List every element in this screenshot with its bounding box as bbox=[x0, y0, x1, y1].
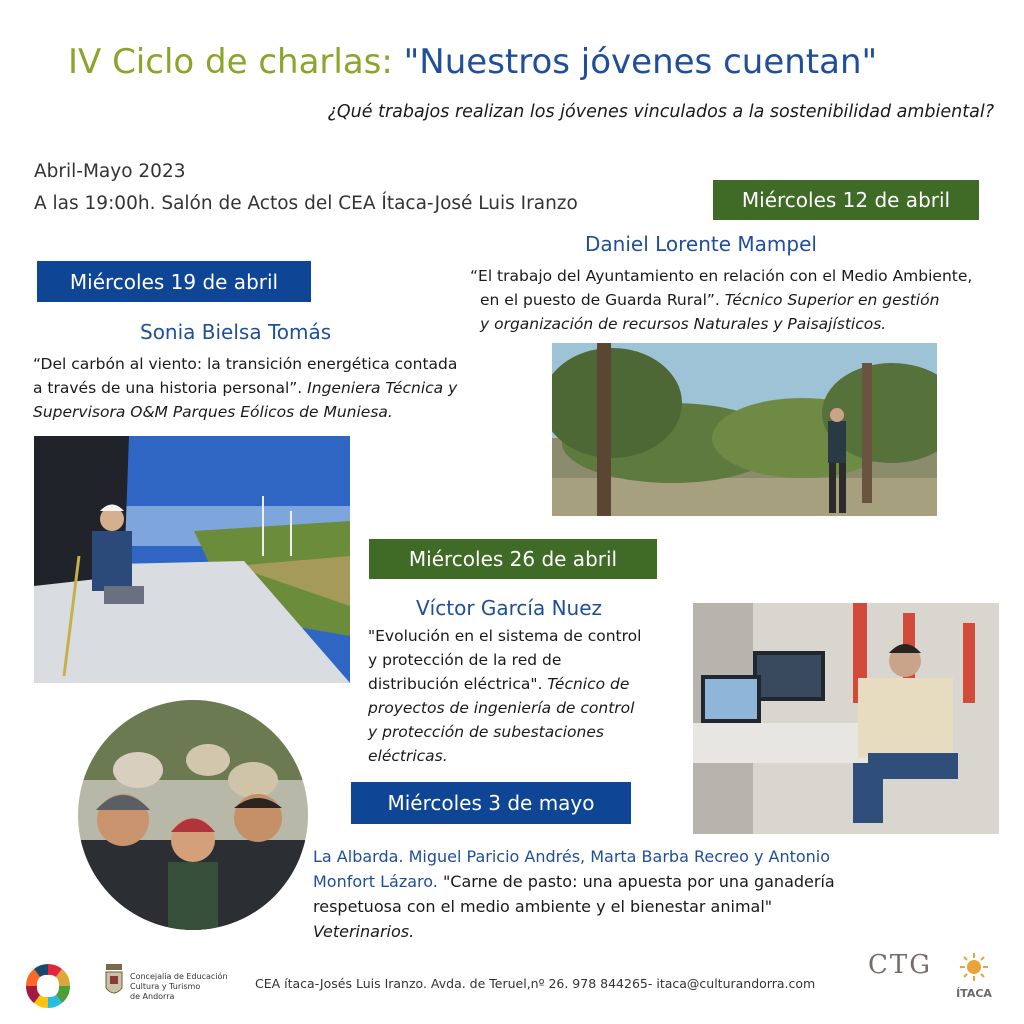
title-prefix: IV Ciclo de charlas: bbox=[68, 42, 404, 82]
quote-line: "Carne de pasto: una apuesta por una ganadería bbox=[442, 872, 835, 891]
andorra-coat-of-arms-icon bbox=[104, 962, 124, 1002]
speaker-victor: Víctor García Nuez bbox=[416, 596, 603, 620]
quote-line: y protección de la red de bbox=[368, 651, 562, 669]
subtitle: ¿Qué trabajos realizan los jóvenes vinculados a la sostenibilidad ambiental? bbox=[327, 102, 994, 122]
quote-line: distribución eléctrica". bbox=[368, 675, 543, 693]
quote-line: en el puesto de Guarda Rural”. bbox=[480, 291, 720, 309]
role-line: Veterinarios. bbox=[313, 922, 415, 941]
itaca-logo bbox=[946, 953, 1002, 1009]
role-line: eléctricas. bbox=[368, 747, 448, 765]
itaca-logo-text: ÍTACA bbox=[956, 987, 992, 1000]
talk-desc-daniel bbox=[470, 264, 1000, 336]
quote-line: “El trabajo del Ayuntamiento en relación con el Medio Ambiente, bbox=[470, 267, 973, 285]
sdg-wheel-logo bbox=[24, 962, 72, 1010]
event-time-place: A las 19:00h. Salón de Actos del CEA Ítaca-José Luis Iranzo bbox=[34, 193, 578, 214]
speaker-daniel: Daniel Lorente Mampel bbox=[585, 232, 817, 256]
title-series-name: "Nuestros jóvenes cuentan" bbox=[403, 42, 878, 82]
event-period: Abril-Mayo 2023 bbox=[34, 161, 186, 182]
speaker-albarda: La Albarda. Miguel Paricio Andrés, Marta Barba Recreo y Antonio bbox=[313, 847, 831, 866]
role-line: y organización de recursos Naturales y Paisajísticos. bbox=[480, 315, 887, 333]
role-line: Técnico Superior en gestión bbox=[724, 291, 940, 309]
role-line: Ingeniera Técnica y bbox=[307, 379, 458, 397]
footer-contact: CEA ítaca-Josés Luis Iranzo. Avda. de Teruel,nº 26. 978 844265- itaca@culturandorra.com bbox=[255, 976, 816, 991]
photo-wind-turbine bbox=[34, 436, 350, 683]
event-info bbox=[34, 156, 578, 220]
quote-line: “Del carbón al viento: la transición energética contada bbox=[33, 355, 458, 373]
date-badge-19-abril: Miércoles 19 de abril bbox=[37, 261, 311, 302]
quote-line: a través de una historia personal”. bbox=[33, 379, 303, 397]
date-badge-12-abril: Miércoles 12 de abril bbox=[713, 180, 979, 220]
date-badge-3-mayo: Miércoles 3 de mayo bbox=[351, 782, 631, 824]
quote-line: respetuosa con el medio ambiente y el bienestar animal" bbox=[313, 897, 773, 916]
role-line: y protección de subestaciones bbox=[368, 723, 604, 741]
speaker-sonia: Sonia Bielsa Tomás bbox=[140, 320, 332, 344]
photo-forest-ranger bbox=[552, 343, 937, 516]
photo-office-engineer bbox=[693, 603, 999, 834]
role-line: proyectos de ingeniería de control bbox=[368, 699, 635, 717]
speaker-albarda: Monfort Lázaro. bbox=[313, 872, 438, 891]
talk-desc-sonia bbox=[33, 352, 533, 424]
photo-la-albarda-group bbox=[78, 700, 308, 930]
date-badge-26-abril: Miércoles 26 de abril bbox=[369, 539, 657, 579]
talk-desc-albarda bbox=[313, 844, 1013, 944]
council-logo-text bbox=[130, 972, 228, 1002]
page-title bbox=[68, 40, 968, 84]
role-line: Supervisora O&M Parques Eólicos de Muniesa. bbox=[33, 403, 393, 421]
council-line: de Andorra bbox=[130, 992, 175, 1001]
itaca-sun-icon bbox=[946, 953, 1002, 983]
culturandorra-logo: CTG bbox=[868, 950, 933, 980]
role-line: Técnico de bbox=[547, 675, 630, 693]
talk-desc-victor bbox=[368, 624, 688, 768]
council-line: Concejalía de Educación bbox=[130, 972, 228, 981]
council-line: Cultura y Turismo bbox=[130, 982, 201, 991]
quote-line: "Evolución en el sistema de control bbox=[368, 627, 642, 645]
